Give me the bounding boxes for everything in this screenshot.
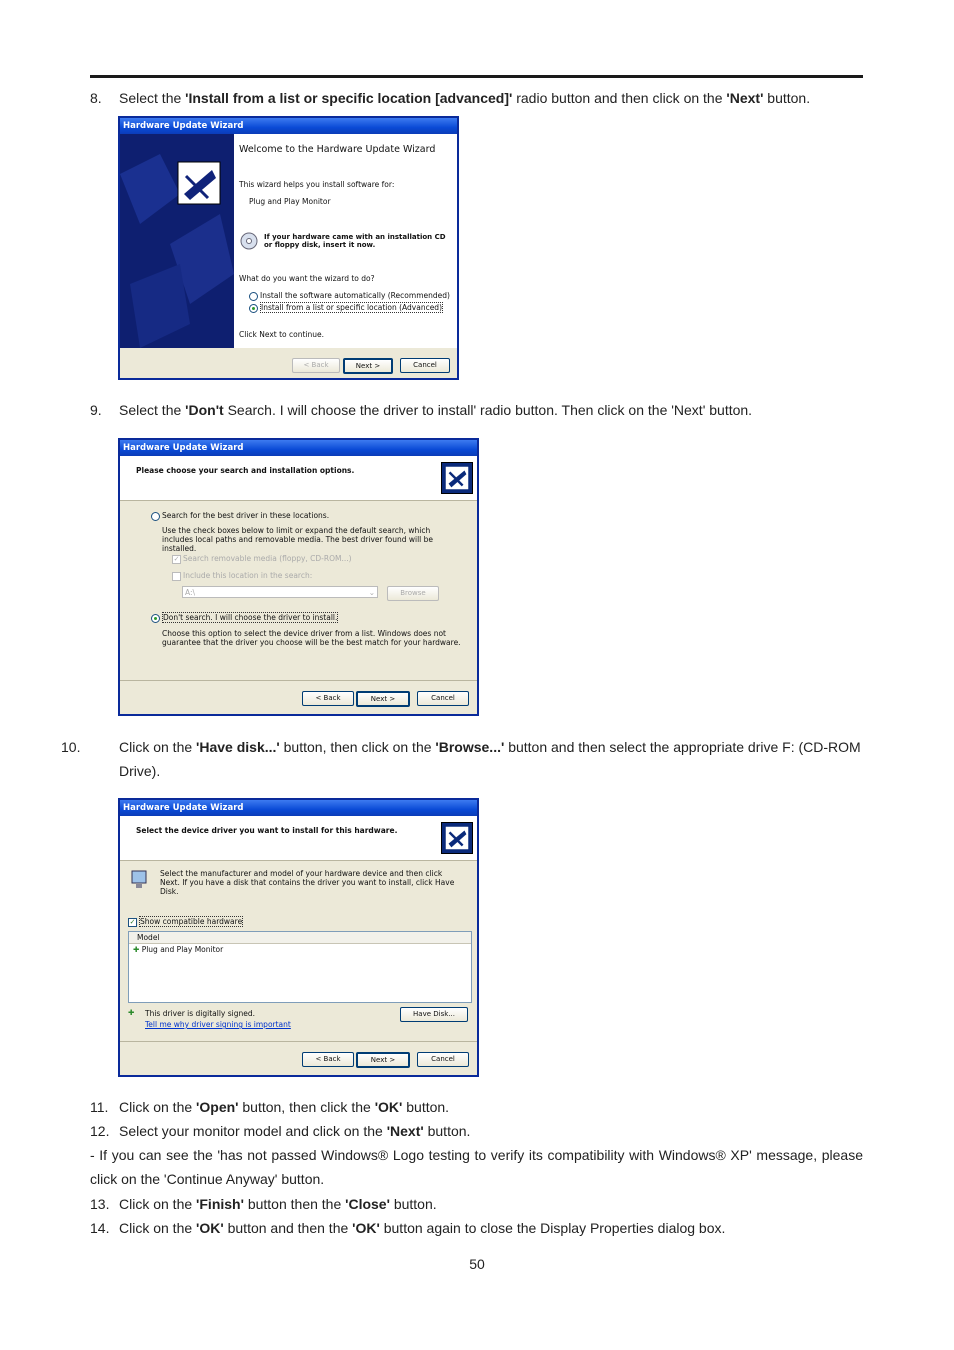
cd-note: If your hardware came with an installation CD or floppy disk, insert it now.	[264, 233, 446, 249]
radio-selected-icon	[249, 304, 258, 313]
separator	[120, 1041, 477, 1042]
welcome-heading: Welcome to the Hardware Update Wizard	[239, 144, 436, 155]
window-title: Hardware Update Wizard	[120, 118, 457, 134]
option-install-auto[interactable]: Install the software automatically (Recommended)	[249, 291, 450, 301]
back-button[interactable]: < Back	[302, 691, 354, 706]
step-11: 11. Click on the 'Open' button, then click the 'OK' button.	[90, 1095, 863, 1119]
option-dont-search[interactable]: Don't search. I will choose the driver to install.	[151, 613, 338, 623]
step-number: 13.	[90, 1196, 110, 1212]
hardware-icon	[441, 822, 473, 854]
next-button[interactable]: Next >	[356, 1052, 410, 1068]
window-title: Hardware Update Wizard	[120, 440, 477, 456]
list-item[interactable]: ✚ Plug and Play Monitor	[133, 945, 224, 954]
page-number: 50	[469, 1256, 485, 1272]
back-button[interactable]: < Back	[302, 1052, 354, 1067]
step-number: 10.	[61, 739, 81, 755]
driver-signing-link[interactable]: Tell me why driver signing is important	[145, 1020, 291, 1029]
step-13: 13. Click on the 'Finish' button then the 'Close' button.	[90, 1192, 863, 1216]
chevron-down-icon: ⌄	[368, 588, 375, 597]
model-list[interactable]	[128, 931, 472, 1003]
step-number: 11.	[90, 1099, 109, 1115]
radio-selected-icon	[151, 614, 160, 623]
side-panel-art	[120, 134, 234, 348]
radio-icon	[249, 292, 258, 301]
step-8: 8. Select the 'Install from a list or specific location [advanced]' radio button and then click on the 'Next' button.	[90, 86, 863, 110]
top-rule	[90, 75, 863, 78]
option-search-best[interactable]: Search for the best driver in these locations.	[151, 511, 329, 521]
browse-button[interactable]: Browse	[387, 586, 439, 601]
dont-search-description: Choose this option to select the device driver from a list. Windows does not guarantee that the driver you choose will be the best match for your hardware.	[162, 629, 461, 647]
separator	[120, 680, 477, 681]
step-10: 10. Click on the 'Have disk...' button, then click on the 'Browse...' button and then select the appropriate drive F: (CD-ROM Drive).	[90, 735, 892, 783]
windows-logo-note: - If you can see the 'has not passed Windows® Logo testing to verify its compatibility with Windows® XP' message, please click on the 'Continue Anyway' button.	[90, 1147, 863, 1187]
checkbox-removable-media[interactable]: ✓ Search removable media (floppy, CD-ROM...)	[173, 554, 352, 563]
checkbox-show-compatible[interactable]: ✓ Show compatible hardware	[129, 917, 243, 926]
checkbox-checked-icon: ✓	[173, 554, 180, 563]
step-number: 8.	[90, 90, 102, 106]
wizard-content	[234, 134, 457, 348]
back-button[interactable]: < Back	[292, 358, 340, 373]
question-text: What do you want the wizard to do?	[239, 274, 375, 283]
wizard-search-options-window	[118, 438, 479, 716]
wizard-side-panel	[120, 134, 234, 348]
device-name: Plug and Play Monitor	[249, 197, 331, 206]
checkbox-checked-icon: ✓	[129, 917, 136, 926]
wizard-header	[120, 456, 477, 501]
driver-icon: ✚	[133, 945, 140, 954]
step-9: 9. Select the 'Don't Search. I will choose the driver to install' radio button. Then click on the 'Next' button.	[90, 398, 863, 422]
search-description: Use the check boxes below to limit or expand the default search, which includes local paths and removable media. The best driver found will be installed.	[162, 526, 434, 553]
step-number: 12.	[90, 1123, 110, 1139]
location-combobox[interactable]: A:\ ⌄	[182, 586, 378, 598]
radio-icon	[151, 512, 160, 521]
cd-icon	[239, 231, 261, 251]
signed-text: This driver is digitally signed.	[145, 1009, 256, 1018]
signed-driver-icon: ✚	[128, 1008, 135, 1017]
have-disk-button[interactable]: Have Disk...	[400, 1007, 468, 1022]
wizard-welcome-window	[118, 116, 459, 380]
continue-text: Click Next to continue.	[239, 330, 325, 339]
step-12: 12. Select your monitor model and click on the 'Next' button.	[90, 1119, 863, 1143]
header-text: Select the device driver you want to install for this hardware.	[136, 826, 398, 835]
option-install-from-list[interactable]: Install from a list or specific location (Advanced)	[249, 303, 443, 313]
cancel-button[interactable]: Cancel	[400, 358, 450, 373]
step-number: 14.	[90, 1220, 110, 1236]
header-text: Please choose your search and installation options.	[136, 466, 355, 475]
wizard-header	[120, 816, 477, 861]
next-button[interactable]: Next >	[356, 691, 410, 707]
wizard-select-driver-window	[118, 798, 479, 1077]
checkbox-include-location[interactable]: Include this location in the search:	[172, 571, 312, 581]
helps-text: This wizard helps you install software for:	[239, 180, 395, 189]
select-description: Select the manufacturer and model of your hardware device and then click Next. If you have a disk that contains the driver you want to install, click Have Disk.	[160, 869, 455, 896]
hardware-icon	[441, 462, 473, 494]
monitor-icon	[130, 870, 148, 890]
cancel-button[interactable]: Cancel	[417, 1052, 469, 1067]
step-14: 14. Click on the 'OK' button and then the 'OK' button again to close the Display Properties dialog box.	[90, 1216, 863, 1240]
step-number: 9.	[90, 402, 102, 418]
cancel-button[interactable]: Cancel	[417, 691, 469, 706]
next-button[interactable]: Next >	[343, 358, 393, 374]
column-header-model[interactable]: Model	[129, 932, 471, 944]
window-title: Hardware Update Wizard	[120, 800, 477, 816]
checkbox-icon	[172, 572, 181, 581]
